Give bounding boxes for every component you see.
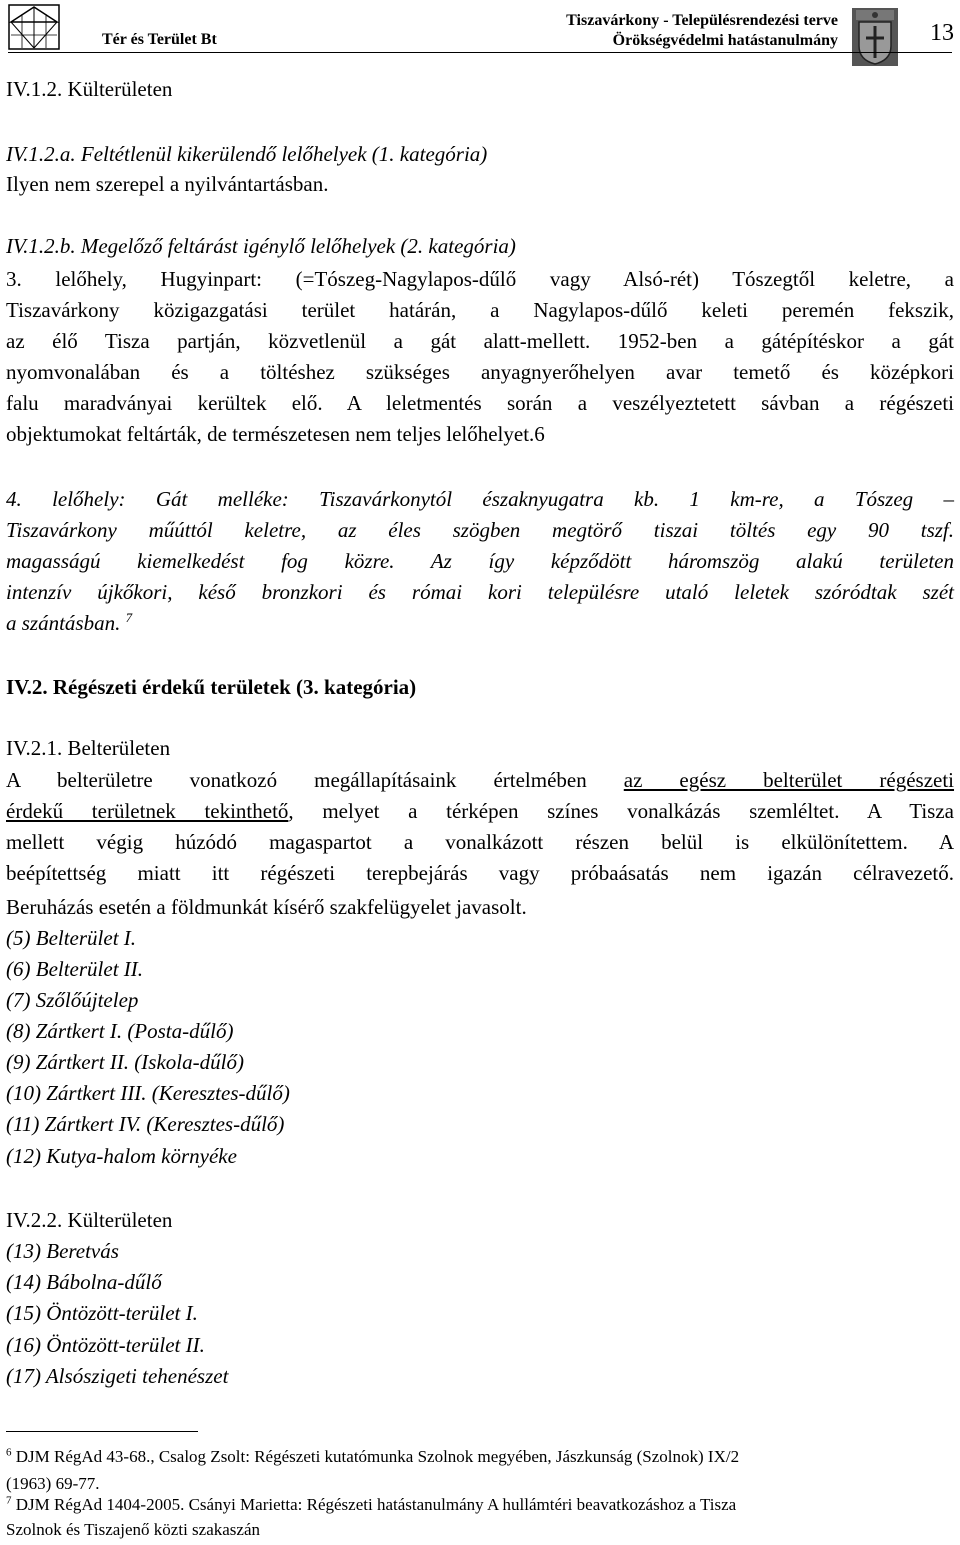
house-grid-logo-icon: [8, 4, 60, 50]
list-item: (14) Bábolna-dűlő: [6, 1270, 162, 1294]
paragraph-belterulet-line: mellett végig húzódó magaspartot a vonalkázott részen belül is elkülönítettem. A: [6, 830, 954, 854]
footnote-6-continued: (1963) 69-77.: [6, 1474, 100, 1493]
paragraph-site-3-line: nyomvonalában és a töltéshez szükséges anyagnyerőhelyen avar temető és középkori: [6, 360, 954, 384]
heading-category-1: IV.1.2.a. Feltétlenül kikerülendő lelőhelyek (1. kategória): [6, 142, 488, 166]
page-number: 13: [930, 20, 954, 46]
footnote-divider: [6, 1431, 198, 1432]
category-1-text: Ilyen nem szerepel a nyilvántartásban.: [6, 172, 329, 196]
list-item: (15) Öntözött-terület I.: [6, 1301, 198, 1325]
list-item: (10) Zártkert III. (Keresztes-dűlő): [6, 1081, 290, 1105]
paragraph-belterulet-line: Beruházás esetén a földmunkát kísérő szakfelügyelet javasolt.: [6, 895, 527, 919]
header-title: [560, 11, 838, 51]
list-item: (12) Kutya-halom környéke: [6, 1144, 237, 1168]
footnote-number: 6: [6, 1446, 12, 1459]
paragraph-belterulet-line: beépítettség miatt itt régészeti terepbejárás vagy próbaásatás nem igazán célravezető.: [6, 861, 954, 885]
paragraph-site-3-line: objektumokat feltárták, de természetesen nem teljes lelőhelyet.6: [6, 422, 545, 446]
list-item: (13) Beretvás: [6, 1239, 119, 1263]
heading-iv22: IV.2.2. Külterületen: [6, 1208, 173, 1232]
heading-iv21: IV.2.1. Belterületen: [6, 736, 171, 760]
footnote-text: DJM RégAd 1404-2005. Csányi Marietta: Régészeti hatástanulmány A hullámtéri beavatkozáshoz a Tisza: [11, 1495, 737, 1514]
footnote-7-continued: Szolnok és Tiszajenő közti szakaszán: [6, 1520, 261, 1539]
paragraph-belterulet-line: [6, 768, 954, 792]
header-title-line1: Tiszavárkony - Településrendezési terve: [566, 12, 838, 29]
paragraph-site-4-line: magasságú kiemelkedést fog közre. Az így képződött háromszög alakú területen: [6, 549, 954, 573]
footnote-number: 7: [6, 1494, 12, 1507]
list-item: (5) Belterület I.: [6, 926, 137, 950]
paragraph-belterulet-line: [6, 799, 954, 823]
list-item: (7) Szőlőújtelep: [6, 988, 139, 1012]
paragraph-site-4-last-text: a szántásban.: [6, 611, 121, 635]
paragraph-belterulet-text: A belterületre vonatkozó megállapításaink értelmében: [6, 768, 624, 792]
underlined-phrase: az egész belterület régészeti: [623, 768, 955, 792]
paragraph-site-3-line: Tiszavárkony közigazgatási terület határán, a Nagylapos-dűlő keleti peremén fekszik,: [6, 298, 954, 322]
list-item: (16) Öntözött-terület II.: [6, 1333, 205, 1357]
list-item: (11) Zártkert IV. (Keresztes-dűlő): [6, 1112, 285, 1136]
list-item: (8) Zártkert I. (Posta-dűlő): [6, 1019, 234, 1043]
paragraph-site-3-line: 3. lelőhely, Hugyinpart: (=Tószeg-Nagylapos-dűlő vagy Alsó-rét) Tószegtől keletre, a: [6, 267, 954, 291]
paragraph-site-4-line: 4. lelőhely: Gát melléke: Tiszavárkonytól északnyugatra kb. 1 km-re, a Tószeg –: [6, 487, 954, 511]
list-item: (17) Alsószigeti tehenészet: [6, 1364, 229, 1388]
header-divider: [8, 52, 908, 53]
footnote-6: [6, 1447, 739, 1467]
paragraph-site-4-line: Tiszavárkony műúttól keletre, az éles szögben megtörő tiszai töltés egy 90 tszf.: [6, 518, 954, 542]
page-header: [0, 0, 960, 70]
brand-name: Tér és Terület Bt: [102, 31, 217, 48]
list-item: (9) Zártkert II. (Iskola-dűlő): [6, 1050, 244, 1074]
heading-category-2: IV.1.2.b. Megelőző feltárást igénylő lelőhelyek (2. kategória): [6, 234, 516, 258]
header-title-line2: Örökségvédelmi hatástanulmány: [612, 32, 838, 49]
paragraph-belterulet-text: , melyet a térképen színes vonalkázás szemléltet. A Tisza: [288, 799, 954, 823]
footnote-text: DJM RégAd 43-68., Csalog Zsolt: Régészeti kutatómunka Szolnok megyében, Jászkunság (Szolnok) IX/2: [11, 1447, 740, 1466]
paragraph-site-4-line: intenzív újkőkori, késő bronzkori és római kori településre utaló leletek szóródtak szét: [6, 580, 954, 604]
paragraph-site-4-last-line: [6, 611, 132, 635]
heading-kulterulet: IV.1.2. Külterületen: [6, 77, 173, 101]
heading-iv2: IV.2. Régészeti érdekű területek (3. kategória): [6, 675, 417, 699]
underlined-phrase: érdekű területnek tekinthető: [6, 799, 289, 823]
footnote-7: [6, 1495, 736, 1515]
header-divider-right: [908, 52, 952, 53]
list-item: (6) Belterület II.: [6, 957, 144, 981]
paragraph-site-3-line: az élő Tisza partján, közvetlenül a gát alatt-mellett. 1952-ben a gátépítéskor a gát: [6, 329, 954, 353]
paragraph-site-3-line: falu maradványai kerültek elő. A leletmentés során a veszélyeztetett sávban a régészeti: [6, 391, 954, 415]
footnote-ref-7: 7: [125, 610, 133, 625]
municipal-crest-icon: [850, 6, 900, 68]
